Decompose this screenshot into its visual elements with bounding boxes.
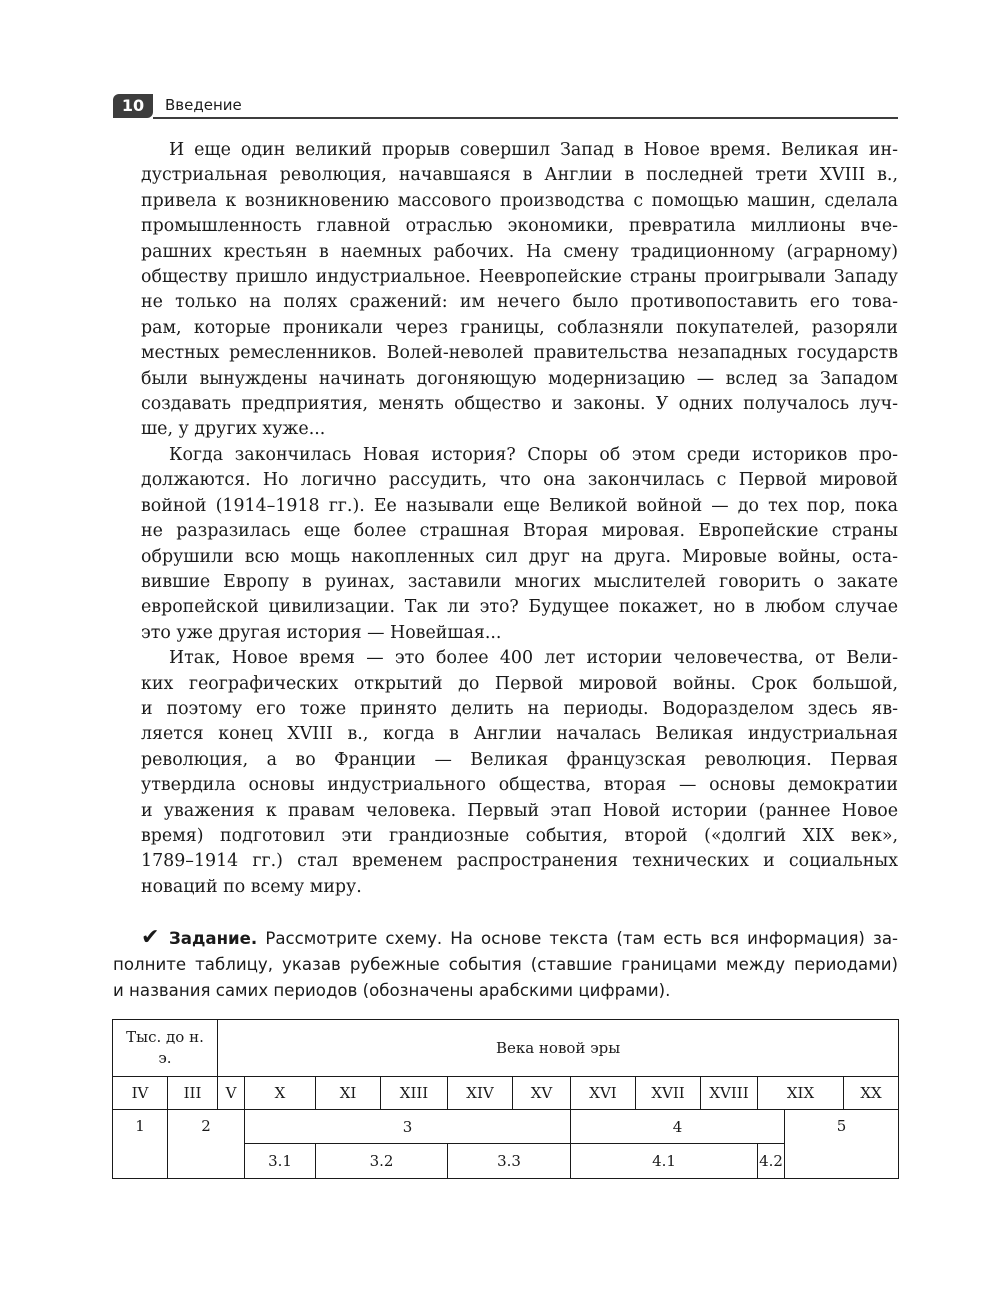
task-label: Задание.	[169, 929, 258, 948]
section-title: Введение	[165, 96, 242, 114]
century-cell: IV	[113, 1077, 168, 1110]
text-line: время) подготовил эти грандиозные события, второй («долгий XIX век»,	[141, 825, 898, 846]
text-line: привела к возникновению массового производства с помощью машин, сделала	[141, 190, 898, 211]
period-cell: 2	[168, 1110, 245, 1179]
text-line: не разразилась еще более страшная Вторая мировая. Европейские страны	[141, 521, 898, 542]
text-line: это уже другая история — Новейшая...	[141, 622, 502, 643]
check-icon: ✔	[141, 925, 160, 950]
text-line: должаются. Но логично рассудить, что она закончилась с Первой мировой	[141, 470, 898, 491]
task-line: полните таблицу, указав рубежные события (ставшие границами между периодами)	[113, 955, 898, 974]
text-line: 1789–1914 гг.) стал временем распространения технических и социальных	[141, 851, 898, 872]
century-cell: X	[245, 1077, 316, 1110]
ad-header: Века новой эры	[218, 1020, 899, 1077]
page-header	[113, 93, 898, 119]
subperiod-cell: 4.1	[571, 1144, 758, 1179]
text-line: промышленность главной отраслью экономики, превратила миллионы вче-	[141, 216, 898, 237]
text-line: были вынуждены начинать догоняющую модернизацию — вслед за Западом	[141, 368, 898, 389]
subperiod-cell: 3.1	[245, 1144, 316, 1179]
task-text: Рассмотрите схему. На основе текста (там есть вся информация) за-	[265, 929, 898, 948]
text-line: не только на полях сражений: им нечего было противопоставить его това-	[141, 292, 898, 313]
century-cell: XVII	[636, 1077, 701, 1110]
text-line: Когда закончилась Новая история? Споры об этом среди историков про-	[169, 444, 898, 465]
text-line: Итак, Новое время — это более 400 лет истории человечества, от Вели-	[169, 648, 898, 669]
text-line: и уважения к правам человека. Первый этап Новой истории (раннее Новое	[141, 800, 898, 821]
text-line: новаций по всему миру.	[141, 876, 362, 897]
page-number: 10	[113, 94, 153, 118]
text-line: И еще один великий прорыв совершил Запад в Новое время. Великая ин-	[169, 140, 898, 160]
text-line: войной (1914–1918 гг.). Ее называли еще Великой войной — до тех пор, пока	[141, 495, 898, 516]
period-cell: 1	[113, 1110, 168, 1179]
century-cell: V	[218, 1077, 245, 1110]
century-cell: XVIII	[701, 1077, 758, 1110]
periods-table	[112, 1019, 899, 1179]
period-cell: 4	[571, 1110, 785, 1144]
century-cell: XVI	[571, 1077, 636, 1110]
paragraph-3	[113, 646, 898, 900]
subperiod-cell: 3.3	[448, 1144, 571, 1179]
text-line: и поэтому его тоже принято делить на периоды. Водоразделом здесь яв-	[141, 698, 898, 719]
century-cell: XI	[316, 1077, 381, 1110]
text-line: обрушили всю мощь накопленных сил друг на друга. Мировые войны, оста-	[141, 546, 898, 567]
bc-header: Тыс. до н. э.	[113, 1020, 218, 1077]
task-line: и названия самих периодов (обозначены арабскими цифрами).	[113, 981, 671, 1000]
century-cell: XIII	[381, 1077, 448, 1110]
subperiod-cell: 4.2	[758, 1144, 785, 1179]
body-text	[113, 138, 898, 900]
text-line: европейской цивилизации. Так ли это? Будущее покажет, но в любом случае	[141, 597, 898, 618]
century-cell: XX	[844, 1077, 899, 1110]
header-rule	[153, 117, 898, 119]
subperiod-cell: 3.2	[316, 1144, 448, 1179]
text-line: создавать предприятия, менять общество и законы. У одних получалось луч-	[141, 394, 898, 415]
text-line: утвердила основы индустриального общества, вторая — основы демократии	[141, 775, 898, 796]
century-cell: XV	[513, 1077, 571, 1110]
text-line: ляется конец XVIII в., когда в Англии началась Великая индустриальная	[141, 724, 898, 745]
text-line: дустриальная революция, начавшаяся в Англии в последней трети XVIII в.,	[141, 165, 898, 186]
period-cell: 3	[245, 1110, 571, 1144]
text-line: ких географических открытий до Первой мировой войны. Срок большой,	[141, 673, 898, 694]
text-line: вившие Европу в руинах, заставили многих мыслителей говорить о закате	[141, 571, 898, 592]
paragraph-1	[113, 138, 898, 443]
text-line: рашних крестьян в наемных рабочих. На смену традиционному (аграрному)	[141, 241, 898, 262]
text-line: рам, которые проникали через границы, соблазняли покупателей, разоряли	[141, 317, 898, 338]
text-line: ше, у других хуже...	[141, 419, 326, 440]
text-line: революция, а во Франции — Великая французская революция. Первая	[141, 749, 898, 770]
paragraph-2	[113, 443, 898, 646]
century-cell: XIV	[448, 1077, 513, 1110]
text-line: обществу пришло индустриальное. Неевропейские страны проигрывали Западу	[141, 267, 898, 288]
text-line: местных ремесленников. Волей-неволей правительства незападных государств	[141, 343, 898, 364]
task-line	[113, 925, 898, 952]
period-cell: 5	[785, 1110, 899, 1179]
task-block	[113, 925, 898, 1004]
century-cell: XIX	[758, 1077, 844, 1110]
century-cell: III	[168, 1077, 218, 1110]
